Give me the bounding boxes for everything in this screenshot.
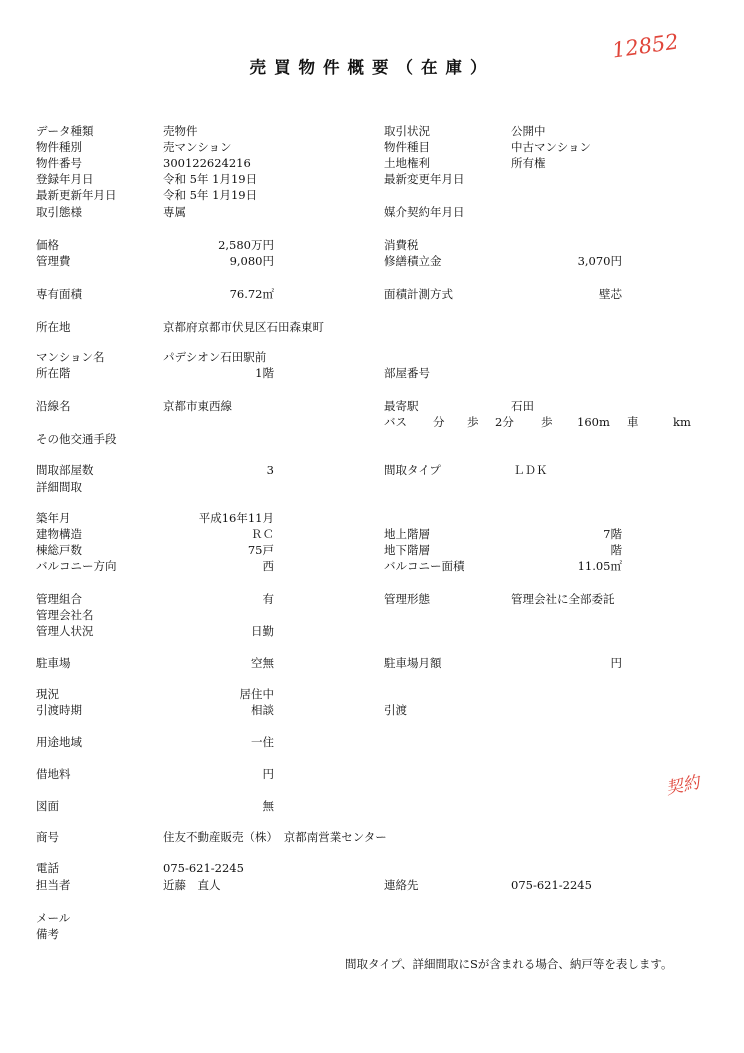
- label-current: 現況: [36, 687, 59, 701]
- value-drawing: 無: [262, 799, 274, 813]
- label-agency-date: 媒介契約年月日: [384, 205, 465, 219]
- access-car: 車: [627, 415, 639, 429]
- label-deal-status: 取引状況: [384, 124, 430, 138]
- access-km: km: [673, 415, 691, 429]
- value-floor: 1階: [255, 366, 274, 380]
- label-other-transport: その他交通手段: [36, 432, 117, 446]
- value-floors-above: 7階: [603, 527, 622, 541]
- label-change-date: 最新変更年月日: [384, 172, 465, 186]
- value-trade-name: 住友不動産販売（株） 京都南営業センター: [163, 830, 387, 844]
- access-walk-label-2: 歩: [541, 415, 553, 429]
- value-balcony-dir: 西: [262, 559, 274, 573]
- label-layout-detail: 詳細間取: [36, 480, 82, 494]
- label-price: 価格: [36, 238, 59, 252]
- label-remarks: 備考: [36, 927, 59, 941]
- label-contact: 連絡先: [384, 878, 419, 892]
- value-deal-type: 専属: [163, 205, 186, 219]
- value-update-date: 令和 5年 1月19日: [163, 188, 258, 202]
- label-parking-fee: 駐車場月額: [384, 656, 442, 670]
- access-walk-label: 歩: [467, 415, 479, 429]
- value-land-right: 所有権: [511, 156, 546, 170]
- value-parking-fee: 円: [610, 656, 622, 670]
- label-line: 沿線名: [36, 399, 71, 413]
- label-address: 所在地: [36, 320, 71, 334]
- label-property-class: 物件種別: [36, 140, 82, 154]
- value-zoning: 一住: [251, 735, 274, 749]
- value-contact: 075-621-2245: [511, 878, 592, 892]
- label-balcony-dir: バルコニー方向: [36, 559, 117, 573]
- value-station: 石田: [511, 399, 534, 413]
- label-land-right: 土地権利: [384, 156, 430, 170]
- footnote: 間取タイプ、詳細間取にSが含まれる場合、納戸等を表します。: [345, 957, 673, 971]
- value-property-class: 売マンション: [163, 140, 232, 154]
- value-price: 2,580万円: [218, 238, 274, 252]
- label-mgmt-form: 管理形態: [384, 592, 430, 606]
- label-built: 築年月: [36, 511, 71, 525]
- access-bus: バス: [384, 415, 407, 429]
- value-mgmt-fee: 9,080円: [229, 254, 274, 268]
- value-mansion-name: パデシオン石田駅前: [163, 350, 267, 364]
- label-units: 棟総戸数: [36, 543, 82, 557]
- value-balcony-area: 11.05㎡: [577, 559, 622, 573]
- access-bus-min: 分: [433, 415, 445, 429]
- label-update-date: 最新更新年月日: [36, 188, 117, 202]
- label-drawing: 図面: [36, 799, 59, 813]
- label-mgmt-company: 管理会社名: [36, 608, 94, 622]
- value-mgmt-assoc: 有: [262, 592, 274, 606]
- access-distance: 160m: [577, 415, 610, 429]
- value-manager-status: 日勤: [251, 624, 274, 638]
- label-manager-status: 管理人状況: [36, 624, 94, 638]
- value-line: 京都市東西線: [163, 399, 232, 413]
- value-person: 近藤 直人: [163, 878, 221, 892]
- document-title: 売買物件概要（在庫）: [249, 58, 495, 77]
- label-station: 最寄駅: [384, 399, 419, 413]
- value-area-method: 壁芯: [599, 287, 622, 301]
- label-zoning: 用途地域: [36, 735, 82, 749]
- label-layout-type: 間取タイプ: [384, 463, 441, 477]
- label-floors-below: 地下階層: [384, 543, 430, 557]
- value-units: 75戸: [247, 543, 274, 557]
- label-mansion-name: マンション名: [36, 350, 105, 364]
- value-property-no: 300122624216: [163, 156, 251, 170]
- label-deal-type: 取引態様: [36, 205, 82, 219]
- value-rooms: 3: [266, 463, 274, 477]
- label-trade-name: 商号: [36, 830, 59, 844]
- label-parking: 駐車場: [36, 656, 71, 670]
- label-phone: 電話: [36, 861, 59, 875]
- value-parking: 空無: [251, 656, 274, 670]
- label-balcony-area: バルコニー面積: [384, 559, 465, 573]
- value-land-rent: 円: [262, 767, 274, 781]
- label-floors-above: 地上階層: [384, 527, 430, 541]
- label-handover: 引渡: [384, 703, 407, 717]
- value-floors-below: 階: [610, 543, 622, 557]
- value-handover-time: 相談: [251, 703, 274, 717]
- label-floor: 所在階: [36, 366, 71, 380]
- label-person: 担当者: [36, 878, 71, 892]
- label-room-no: 部屋番号: [384, 366, 430, 380]
- label-land-rent: 借地料: [36, 767, 71, 781]
- label-area-method: 面積計測方式: [384, 287, 453, 301]
- value-current: 居住中: [239, 687, 274, 701]
- label-tax: 消費税: [384, 238, 419, 252]
- access-walk-minutes: 2分: [495, 415, 514, 429]
- label-property-item: 物件種目: [384, 140, 430, 154]
- label-mail: メール: [36, 911, 71, 925]
- label-property-no: 物件番号: [36, 156, 82, 170]
- label-area: 専有面積: [36, 287, 82, 301]
- value-layout-type: ＬＤＫ: [513, 463, 548, 477]
- label-mgmt-fee: 管理費: [36, 254, 71, 268]
- value-reg-date: 令和 5年 1月19日: [163, 172, 258, 186]
- label-mgmt-assoc: 管理組合: [36, 592, 82, 606]
- value-address: 京都府京都市伏見区石田森東町: [163, 320, 324, 334]
- value-repair-fund: 3,070円: [577, 254, 622, 268]
- value-structure: ＲＣ: [251, 527, 274, 541]
- label-rooms: 間取部屋数: [36, 463, 94, 477]
- value-built: 平成16年11月: [198, 511, 274, 525]
- value-mgmt-form: 管理会社に全部委託: [511, 592, 615, 606]
- label-structure: 建物構造: [36, 527, 82, 541]
- label-data-type: データ種類: [36, 124, 94, 138]
- label-repair-fund: 修繕積立金: [384, 254, 442, 268]
- label-reg-date: 登録年月日: [36, 172, 94, 186]
- label-handover-time: 引渡時期: [36, 703, 82, 717]
- handwritten-mark: 契約: [664, 772, 702, 800]
- value-area: 76.72㎡: [229, 287, 274, 301]
- value-phone: 075-621-2245: [163, 861, 244, 875]
- handwritten-number: 12852: [610, 29, 681, 63]
- value-data-type: 売物件: [163, 124, 198, 138]
- value-deal-status: 公開中: [511, 124, 546, 138]
- value-property-item: 中古マンション: [511, 140, 591, 154]
